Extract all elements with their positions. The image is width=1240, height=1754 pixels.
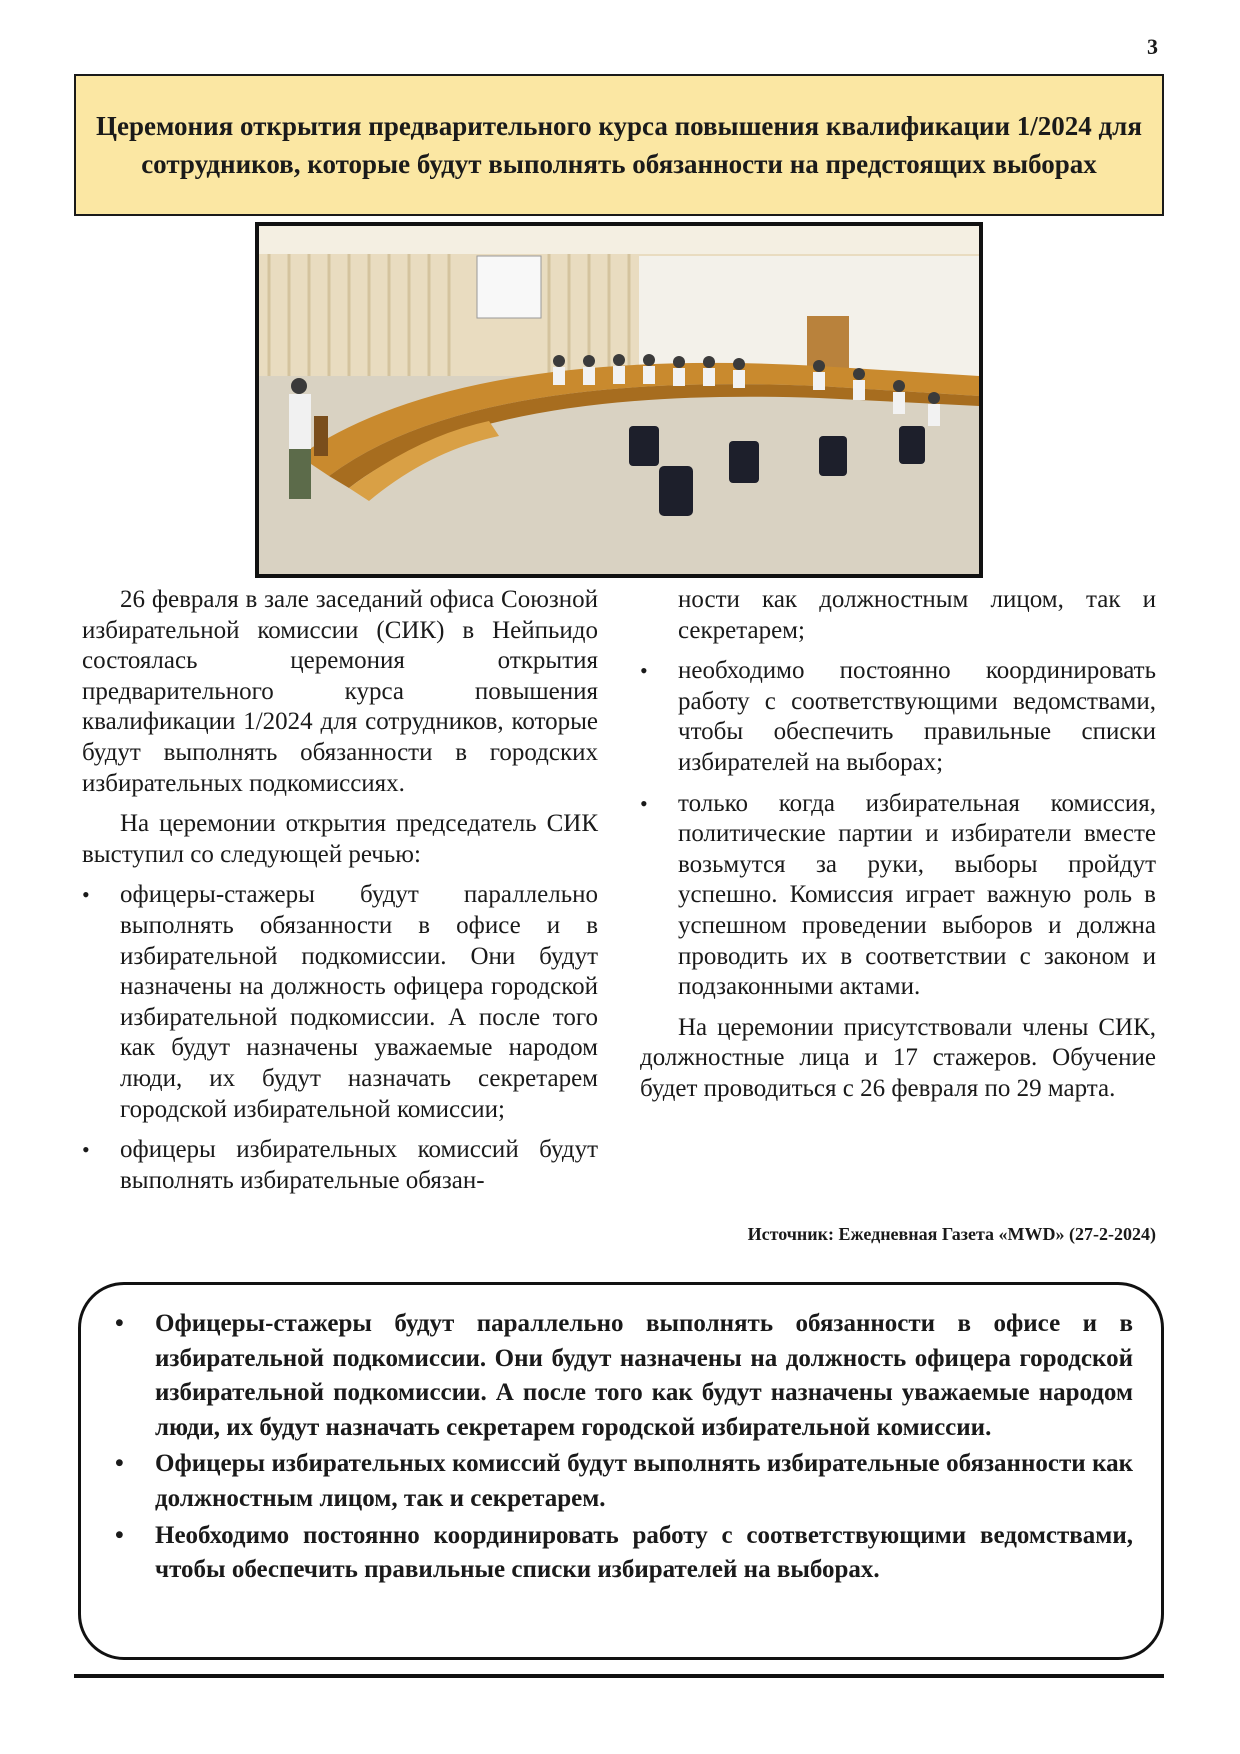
summary-item: • Офицеры-стажеры будут параллельно выполнять обязанности в офисе и в избирательной подкомиссии. Они будут назначены на должность офицера городской избирательной подкомиссии. А после того как будут назначены уважаемые народом люди, их будут назначать секретарем городской избирательной комиссии. (115, 1307, 1133, 1445)
summary-box (78, 1282, 1164, 1660)
summary-item: • Офицеры избирательных комиссий будут выполнять избирательные обязанности как должностным лицом, так и секретарем. (115, 1447, 1133, 1516)
article-column-right (640, 585, 1156, 1115)
source-credit: Источник: Ежедневная Газета «MWD» (27-2-2024) (747, 1224, 1156, 1244)
bottom-divider (74, 1674, 1164, 1678)
meeting-hall-photo (255, 222, 983, 578)
speech-item: • необходимо постоянно координировать работу с соответствующими ведомствами, чтобы обеспечить правильные списки избирателей на выборах; (640, 656, 1156, 778)
speech-item: • офицеры избирательных комиссий будут выполнять избирательные обязан- (82, 1135, 598, 1196)
headline: Церемония открытия предварительного курса повышения квалификации 1/2024 для сотрудников, которые будут выполнять обязанности на предстоящих выборах (96, 111, 1142, 179)
speech-item-continued: ности как должностным лицом, так и секретарем; (678, 586, 1156, 644)
article-paragraph: 26 февраля в зале заседаний офиса Союзной избирательной комиссии (СИК) в Нейпьидо состоялась церемония открытия предварительного курса повышения квалификации 1/2024 для сотрудников, которые будут выполнять обязанности в городских избирательных подкомиссиях. (82, 586, 598, 797)
photo-illustration (259, 226, 979, 574)
summary-list (115, 1307, 1133, 1588)
article-paragraph: На церемонии открытия председатель СИК выступил со следующей речью: (82, 810, 598, 868)
headline-box (74, 74, 1164, 216)
summary-item: • Необходимо постоянно координировать работу с соответствующими ведомствами, чтобы обеспечить правильные списки избирателей на выборах. (115, 1519, 1133, 1588)
page-number: 3 (1147, 34, 1158, 59)
speech-item: • только когда избирательная комиссия, политические партии и избиратели вместе возьмутся за руки, выборы пройдут успешно. Комиссия играет важную роль в успешном проведении выборов и должна проводить их в соответствии с законом и подзаконными актами. (640, 789, 1156, 1003)
speech-list (640, 656, 1156, 1003)
article-column-left (82, 585, 598, 1206)
speech-list (82, 880, 598, 1196)
article-paragraph: На церемонии присутствовали члены СИК, должностные лица и 17 стажеров. Обучение будет проводиться с 26 февраля по 29 марта. (640, 1013, 1156, 1102)
speech-item: • офицеры-стажеры будут параллельно выполнять обязанности в офисе и в избирательной подкомиссии. Они будут назначены на должность офицера городской избирательной подкомиссии. А после того как будут назначены уважаемые народом люди, их будут назначать секретарем городской избирательной комиссии; (82, 880, 598, 1125)
